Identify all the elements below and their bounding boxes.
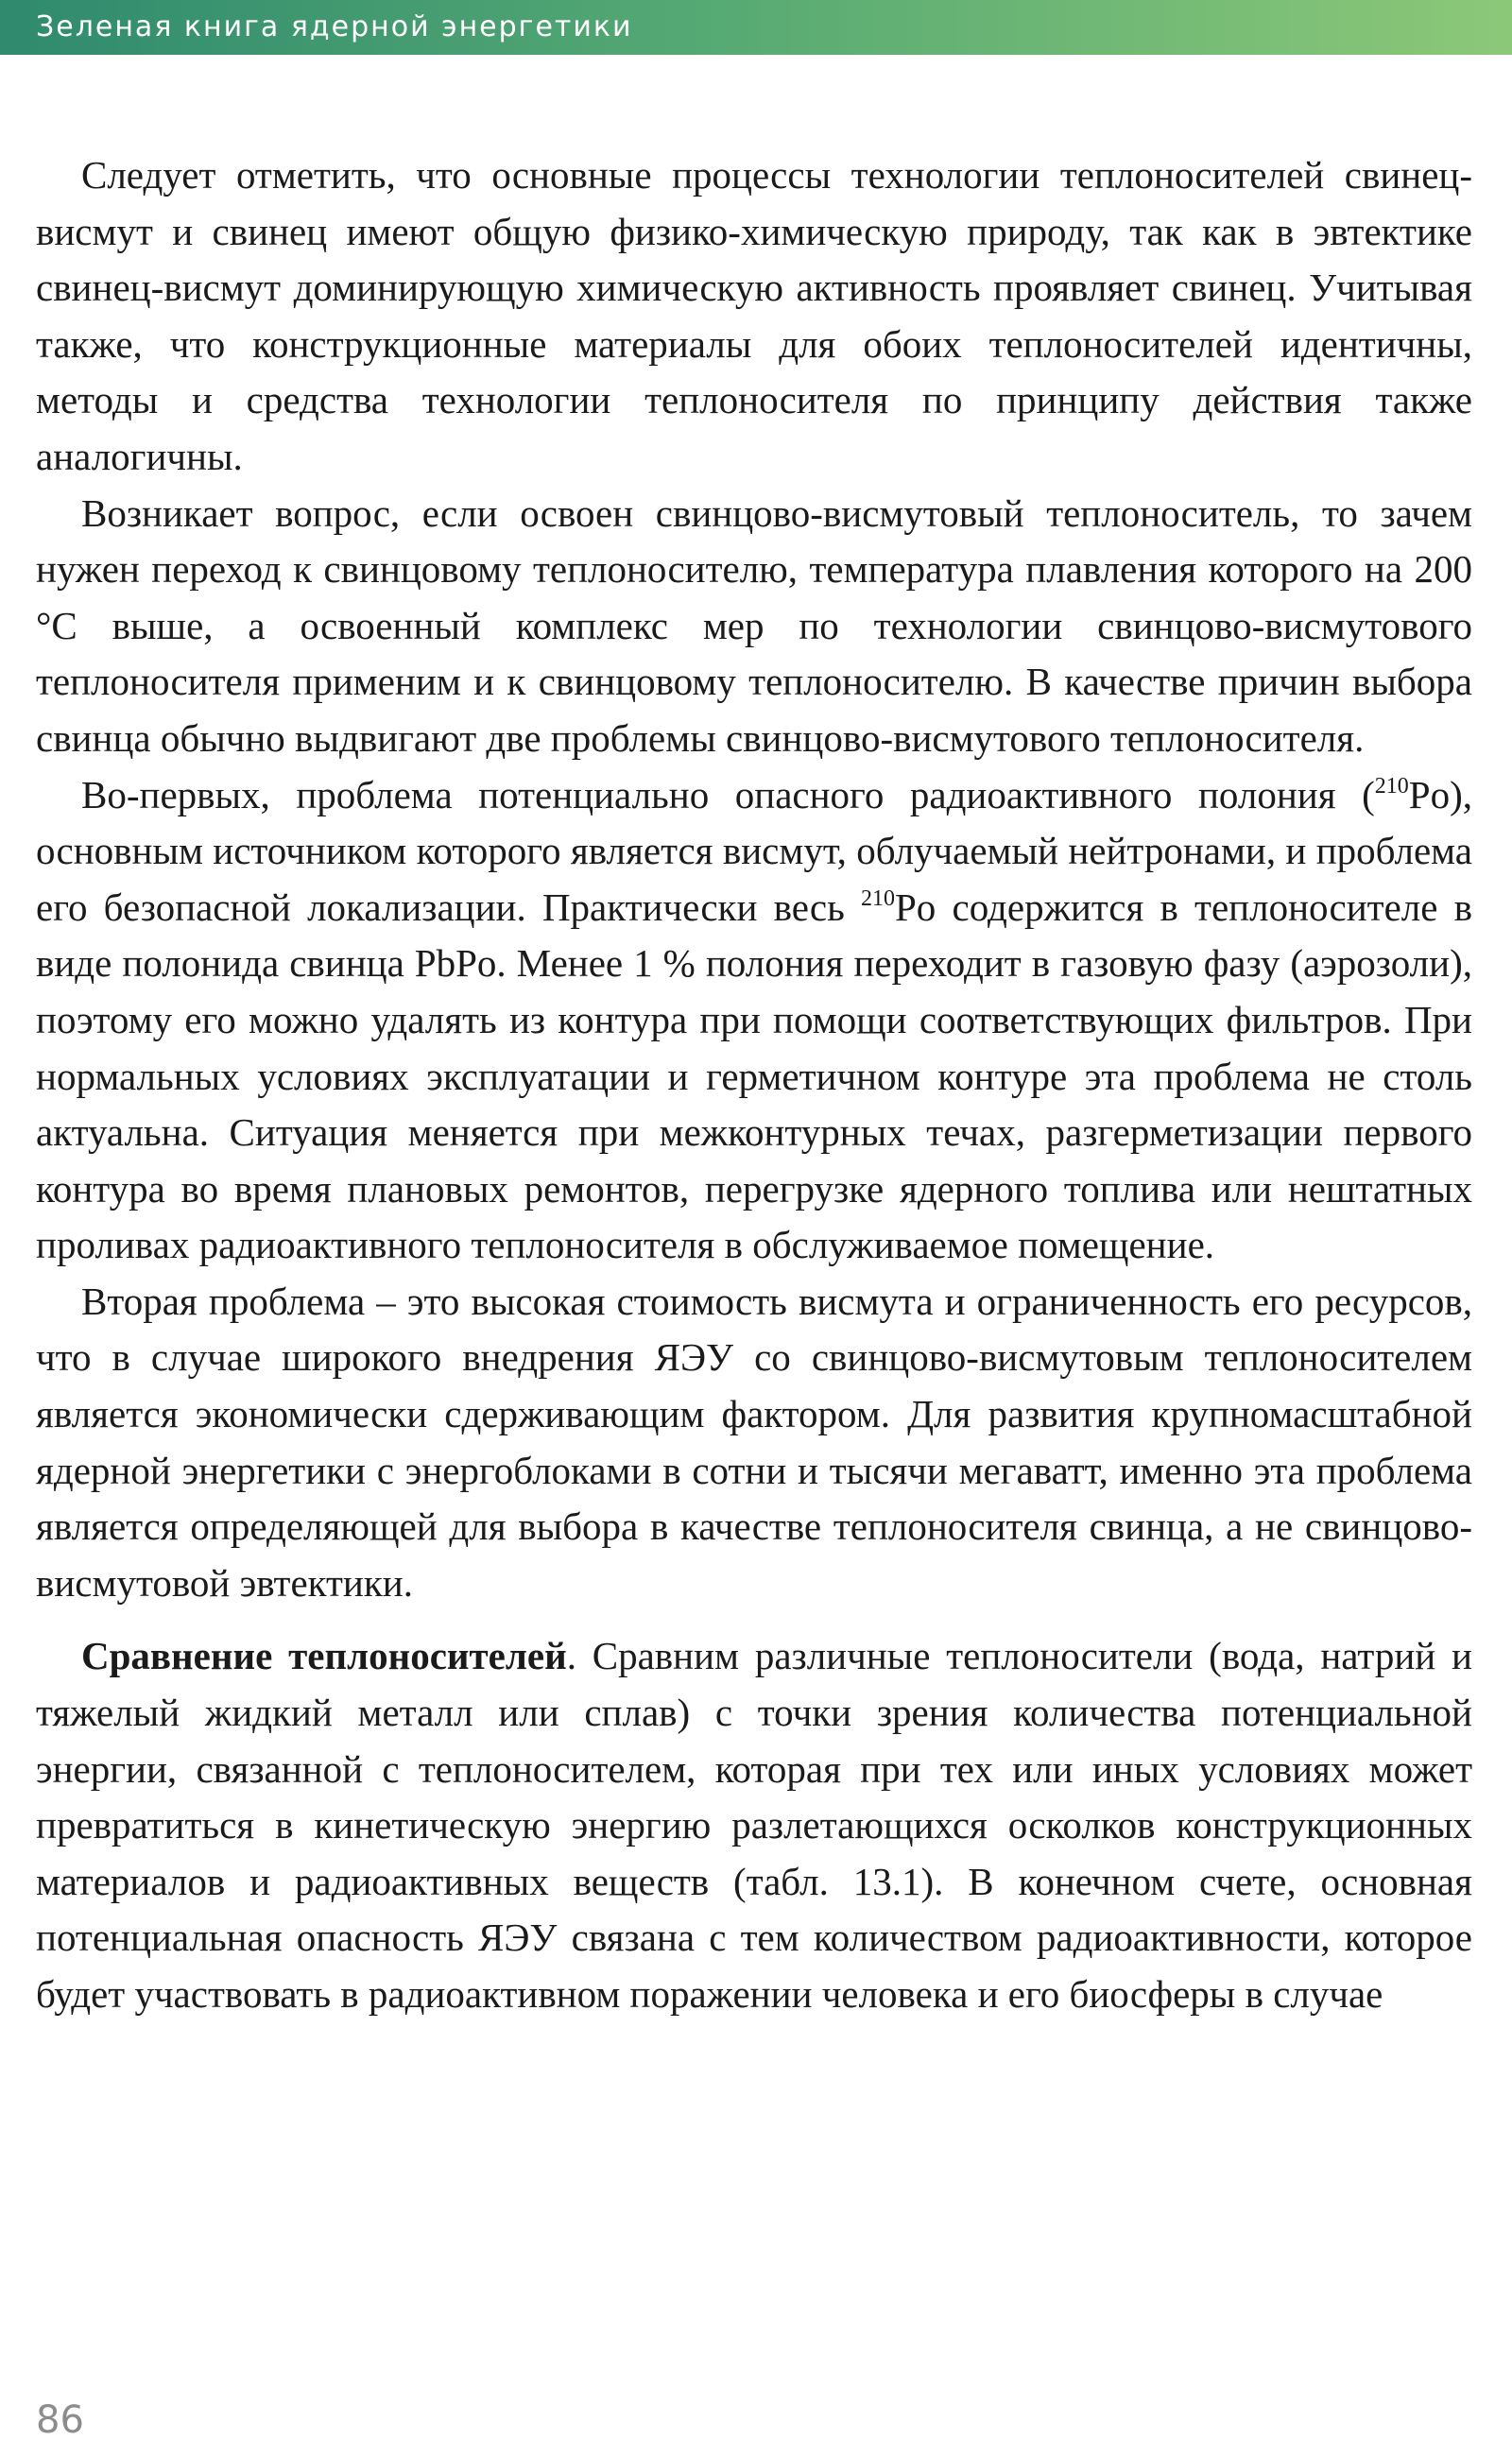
- paragraph-2: Возникает вопрос, если освоен свинцово-висмутовый теплоноситель, то зачем нужен переход к свинцовому теплоносителю, температура плавления которого на 200 °С выше, а освоенный комплекс мер по технологии свинцово-висмутового теплоносителя применим и к свинцовому теплоносителю. В качестве причин выбора свинца обычно выдвигают две проблемы свинцово-висмутового теплоносителя.: [36, 490, 1472, 760]
- paragraph-3-part-3: Po содержится в теплоносителе в виде полонида свинца PbPo. Менее 1 % полония переходит в газовую фазу (аэрозоли), поэтому его можно удалять из контура при помощи соответствующих фильтров. При нормальных условиях эксплуатации и герметичном контуре эта проблема не столь актуальна. Ситуация меняется при межконтурных течах, разгерметизации первого контура во время плановых ремонтов, перегрузке ядерного топлива или нештатных проливах радиоактивного теплоносителя в обслуживаемое помещение.: [36, 885, 1472, 1267]
- paragraph-5-text: . Сравним различные теплоносители (вода, натрий и тяжелый жидкий металл или сплав) с точки зрения количества потенциальной энергии, связанной с теплоносителем, которая при тех или иных условиях может превратиться в кинетическую энергию разлетающихся осколков конструкционных материалов и радиоактивных веществ (табл. 13.1). В конечном счете, основная потенциальная опасность ЯЭУ связана с тем количеством радиоактивности, которое будет участвовать в радиоактивном поражении человека и его биосферы в случае: [36, 1634, 1472, 2016]
- paragraph-5: [36, 1628, 1472, 2022]
- paragraph-4: Вторая проблема – это высокая стоимость висмута и ограниченность его ресурсов, что в случае широкого внедрения ЯЭУ со свинцово-висмутовым теплоносителем является экономически сдерживающим фактором. Для развития крупномасштабной ядерной энергетики с энергоблоками в сотни и тысячи мегаватт, именно эта проблема является определяющей для выбора в качестве теплоносителя свинца, а не свинцово-висмутовой эвтектики.: [36, 1279, 1472, 1605]
- isotope-mass-number: 210: [1374, 773, 1409, 799]
- page-number: 86: [36, 2398, 84, 2442]
- isotope-mass-number: 210: [861, 885, 895, 911]
- section-heading-inline: Сравнение теплоносителей: [81, 1634, 567, 1678]
- paragraph-3-part-1: Во-первых, проблема потенциально опасного радиоактивного полония (: [81, 772, 1375, 816]
- page-body: [36, 147, 1472, 2023]
- running-header-title: Зеленая книга ядерной энергетики: [36, 10, 633, 43]
- paragraph-3-part-2: Po), основным источником которого является висмут, облучаемый нейтронами, и проблема его безопасной локализации. Практически весь: [36, 772, 1472, 929]
- paragraph-3: [36, 767, 1472, 1274]
- running-header-bar: [0, 0, 1512, 55]
- paragraph-1: Следует отметить, что основные процессы технологии теплоносителей свинец-висмут и свинец имеют общую физико-химическую природу, так как в эвтектике свинец-висмут доминирующую химическую активность проявляет свинец. Учитывая также, что конструкционные материалы для обоих теплоносителей идентичны, методы и средства технологии теплоносителя по принципу действия также аналогичны.: [36, 153, 1472, 478]
